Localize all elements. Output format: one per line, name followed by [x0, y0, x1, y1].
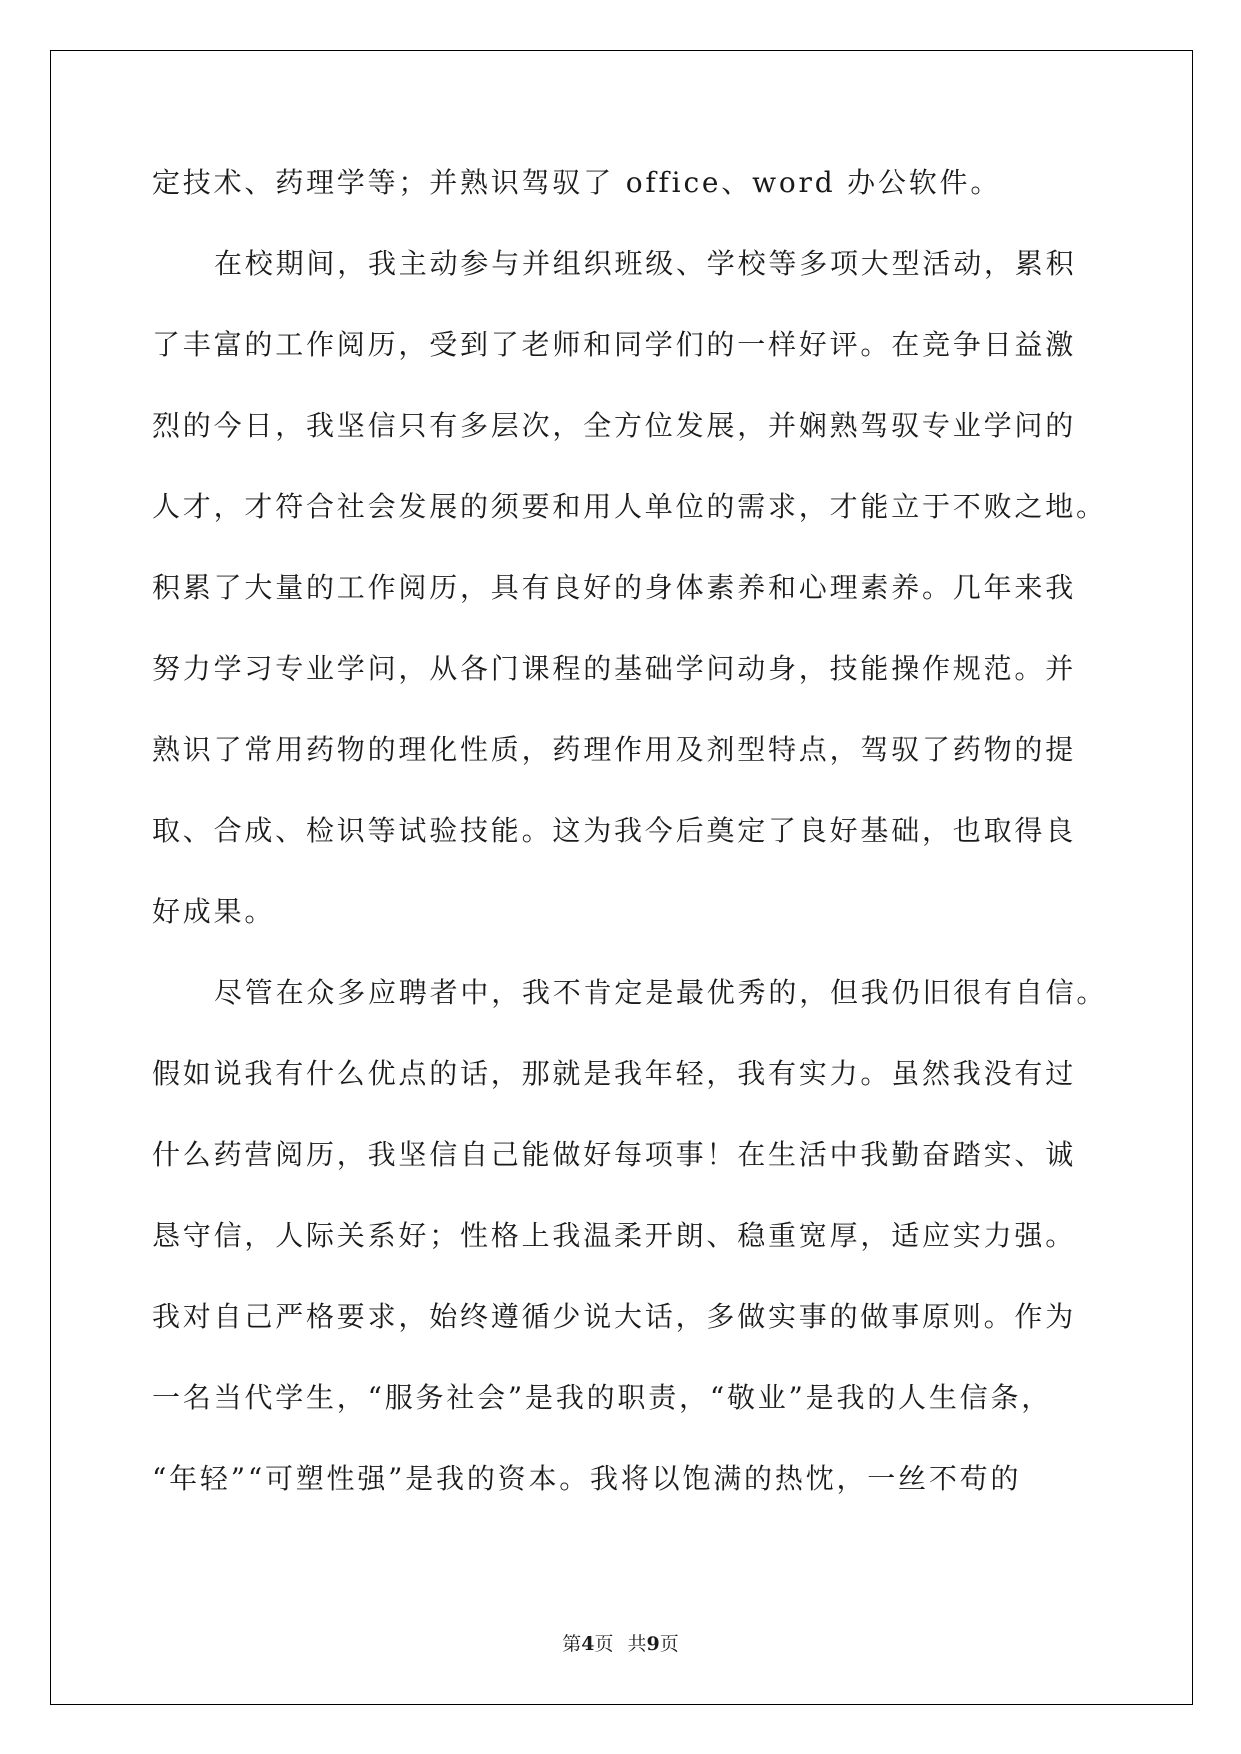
paragraph-start-line: 在校期间，我主动参与并组织班级、学校等多项大型活动，累积: [214, 247, 1077, 280]
text-line: 定技术、药理学等；并熟识驾驭了 office、word 办公软件。: [152, 166, 1002, 199]
text-line: 熟识了常用药物的理化性质，药理作用及剂型特点，驾驭了药物的提: [152, 733, 1077, 766]
text-line: 什么药营阅历，我坚信自己能做好每项事！在生活中我勤奋踏实、诚: [152, 1138, 1077, 1171]
page-footer: [0, 1629, 1241, 1656]
text-line: 人才，才符合社会发展的须要和用人单位的需求，才能立于不败之地。: [152, 490, 1107, 523]
text-line: “年轻”“可塑性强”是我的资本。我将以饱满的热忱，一丝不苟的: [152, 1462, 1022, 1495]
text-line: 了丰富的工作阅历，受到了老师和同学们的一样好评。在竞争日益激: [152, 328, 1077, 361]
page-prefix: 第: [562, 1633, 582, 1655]
text-line: 恳守信，人际关系好；性格上我温柔开朗、稳重宽厚，适应实力强。: [152, 1219, 1077, 1252]
document-body: [152, 163, 1112, 1540]
text-line: 积累了大量的工作阅历，具有良好的身体素养和心理素养。几年来我: [152, 571, 1077, 604]
text-line: 我对自己严格要求，始终遵循少说大话，多做实事的做事原则。作为: [152, 1300, 1077, 1333]
text-line: 烈的今日，我坚信只有多层次，全方位发展，并娴熟驾驭专业学问的: [152, 409, 1077, 442]
page-suffix: 页: [594, 1633, 614, 1655]
total-suffix: 页: [659, 1633, 679, 1655]
text-line: 努力学习专业学问，从各门课程的基础学问动身，技能操作规范。并: [152, 652, 1077, 685]
page-number: 4: [581, 1633, 595, 1655]
text-line: 一名当代学生，“服务社会”是我的职责，“敬业”是我的人生信条，: [152, 1381, 1053, 1414]
text-line: 好成果。: [152, 895, 276, 928]
total-pages: 9: [646, 1633, 660, 1655]
text-line: 假如说我有什么优点的话，那就是我年轻，我有实力。虽然我没有过: [152, 1057, 1077, 1090]
paragraph-start-line: 尽管在众多应聘者中，我不肯定是最优秀的，但我仍旧很有自信。: [214, 976, 1108, 1009]
text-line: 取、合成、检识等试验技能。这为我今后奠定了良好基础，也取得良: [152, 814, 1077, 847]
total-prefix: 共: [627, 1633, 647, 1655]
